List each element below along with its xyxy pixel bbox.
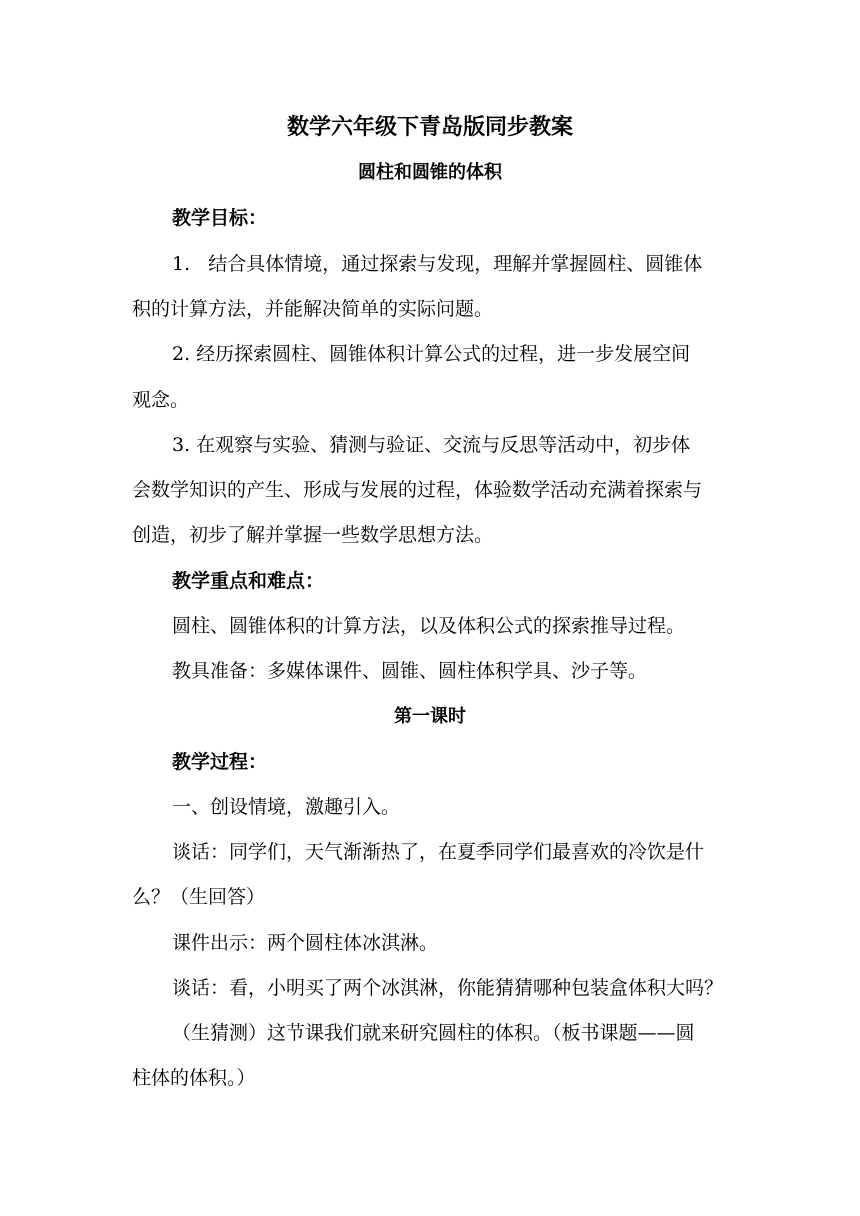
key-points-text: 圆柱、圆锥体积的计算方法，以及体积公式的探索推导过程。 [172,615,686,637]
talk-2: 谈话：看，小明买了两个冰淇淋，你能猜猜哪种包装盒体积大吗？ [172,977,724,999]
talk-1-line-2: 么？（生回答） [132,886,266,908]
goal-1-line-1: 1. 结合具体情境，通过探索与发现，理解并掌握圆柱、圆锥体 [172,253,703,275]
goal-1-line-2: 积的计算方法，并能解决简单的实际问题。 [132,298,494,320]
talk-1-line-1: 谈话：同学们，天气渐渐热了，在夏季同学们最喜欢的冷饮是什 [172,841,705,863]
teaching-goals-heading: 教学目标： [172,207,268,229]
key-points-heading: 教学重点和难点： [172,570,325,592]
courseware-display: 课件出示：两个圆柱体冰淇淋。 [172,932,439,954]
guess-line-1: （生猜测）这节课我们就来研究圆柱的体积。（板书课题——圆 [172,1022,695,1044]
document-title: 数学六年级下青岛版同步教案 [286,115,573,140]
goal-3-line-2: 会数学知识的产生、形成与发展的过程，体验数学活动充满着探索与 [132,479,703,501]
lesson-heading: 第一课时 [394,706,466,727]
guess-line-2: 柱体的体积。） [132,1067,256,1089]
teaching-tools: 教具准备：多媒体课件、圆锥、圆柱体积学具、沙子等。 [172,660,648,682]
goal-2-line-1: 2. 经历探索圆柱、圆锥体积计算公式的过程，进一步发展空间 [172,343,691,365]
step-1-heading: 一、创设情境，激趣引入。 [172,796,401,818]
goal-3-line-3: 创造，初步了解并掌握一些数学思想方法。 [132,524,494,546]
teaching-process-heading: 教学过程： [172,751,268,773]
goal-2-line-2: 观念。 [132,389,190,411]
document-subtitle: 圆柱和圆锥的体积 [358,162,502,183]
goal-3-line-1: 3. 在观察与实验、猜测与验证、交流与反思等活动中，初步体 [172,434,691,456]
